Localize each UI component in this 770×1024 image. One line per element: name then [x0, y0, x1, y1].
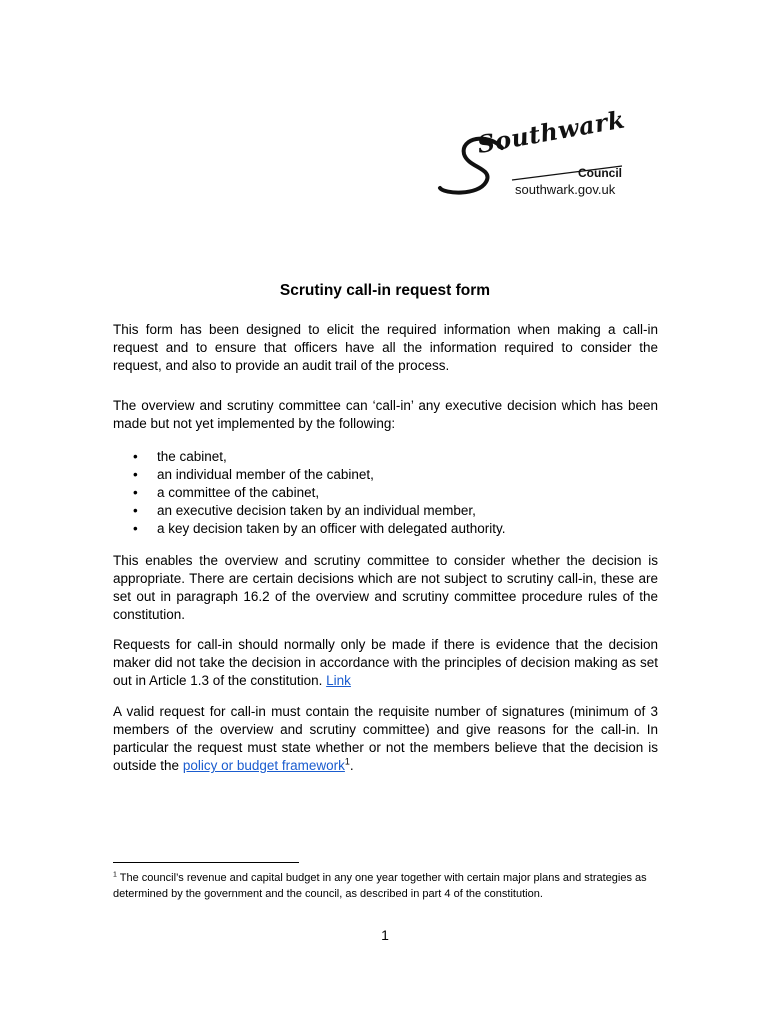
logo-website: southwark.gov.uk — [515, 182, 616, 197]
footnote-divider — [113, 862, 299, 863]
policy-budget-framework-link[interactable]: policy or budget framework — [182, 758, 345, 773]
list-item: • a key decision taken by an officer with delegated authority. — [113, 520, 505, 538]
valid-request-text: A valid request for call-in must contain the requisite number of signatures (minimum of 3 members of the overview and scrutiny committee) and give reasons for the call-in. In particular the request must state whether or not the members believe that the decision is outside the — [113, 704, 658, 773]
list-item: • an executive decision taken by an individual member, — [113, 502, 505, 520]
list-item: • a committee of the cabinet, — [113, 484, 505, 502]
valid-request-paragraph — [113, 703, 658, 775]
southwark-council-logo — [436, 104, 628, 200]
requests-paragraph — [113, 636, 658, 690]
logo-wordmark: Southwark — [474, 104, 628, 159]
footnote-marker: 1 — [113, 871, 117, 879]
footnote — [113, 870, 653, 902]
list-item: • an individual member of the cabinet, — [113, 466, 505, 484]
callin-intro-paragraph: The overview and scrutiny committee can ‘call-in’ any executive decision which has been made but not yet implemented by the following: — [113, 398, 658, 431]
logo-council-label: Council — [578, 166, 622, 180]
requests-text: Requests for call-in should normally only be made if there is evidence that the decision maker did not take the decision in accordance with the principles of decision making as set out in Article 1.3 of the constitution. — [113, 637, 658, 688]
intro-paragraph: This form has been designed to elicit the required information when making a call-in request and to ensure that officers have all the information required to consider the request, and also to provide an audit trail of the process. — [113, 322, 658, 373]
list-item: • the cabinet, — [113, 448, 505, 466]
sentence-end: . — [349, 758, 354, 773]
footnote-reference[interactable]: 1 — [344, 756, 350, 767]
footnote-text: The council’s revenue and capital budget in any one year together with certain major plans and strategies as determined by the government and the council, as described in part 4 of the constitution. — [113, 872, 647, 900]
constitution-link[interactable]: Link — [326, 673, 351, 688]
page-number: 1 — [381, 927, 389, 943]
decision-makers-list — [113, 448, 505, 538]
consider-paragraph: This enables the overview and scrutiny committee to consider whether the decision is appropriate. There are certain decisions which are not subject to scrutiny call-in, these are set out in paragraph 16.2 of the overview and scrutiny committee procedure rules of the constitution. — [113, 553, 658, 622]
page-title: Scrutiny call-in request form — [279, 282, 491, 299]
